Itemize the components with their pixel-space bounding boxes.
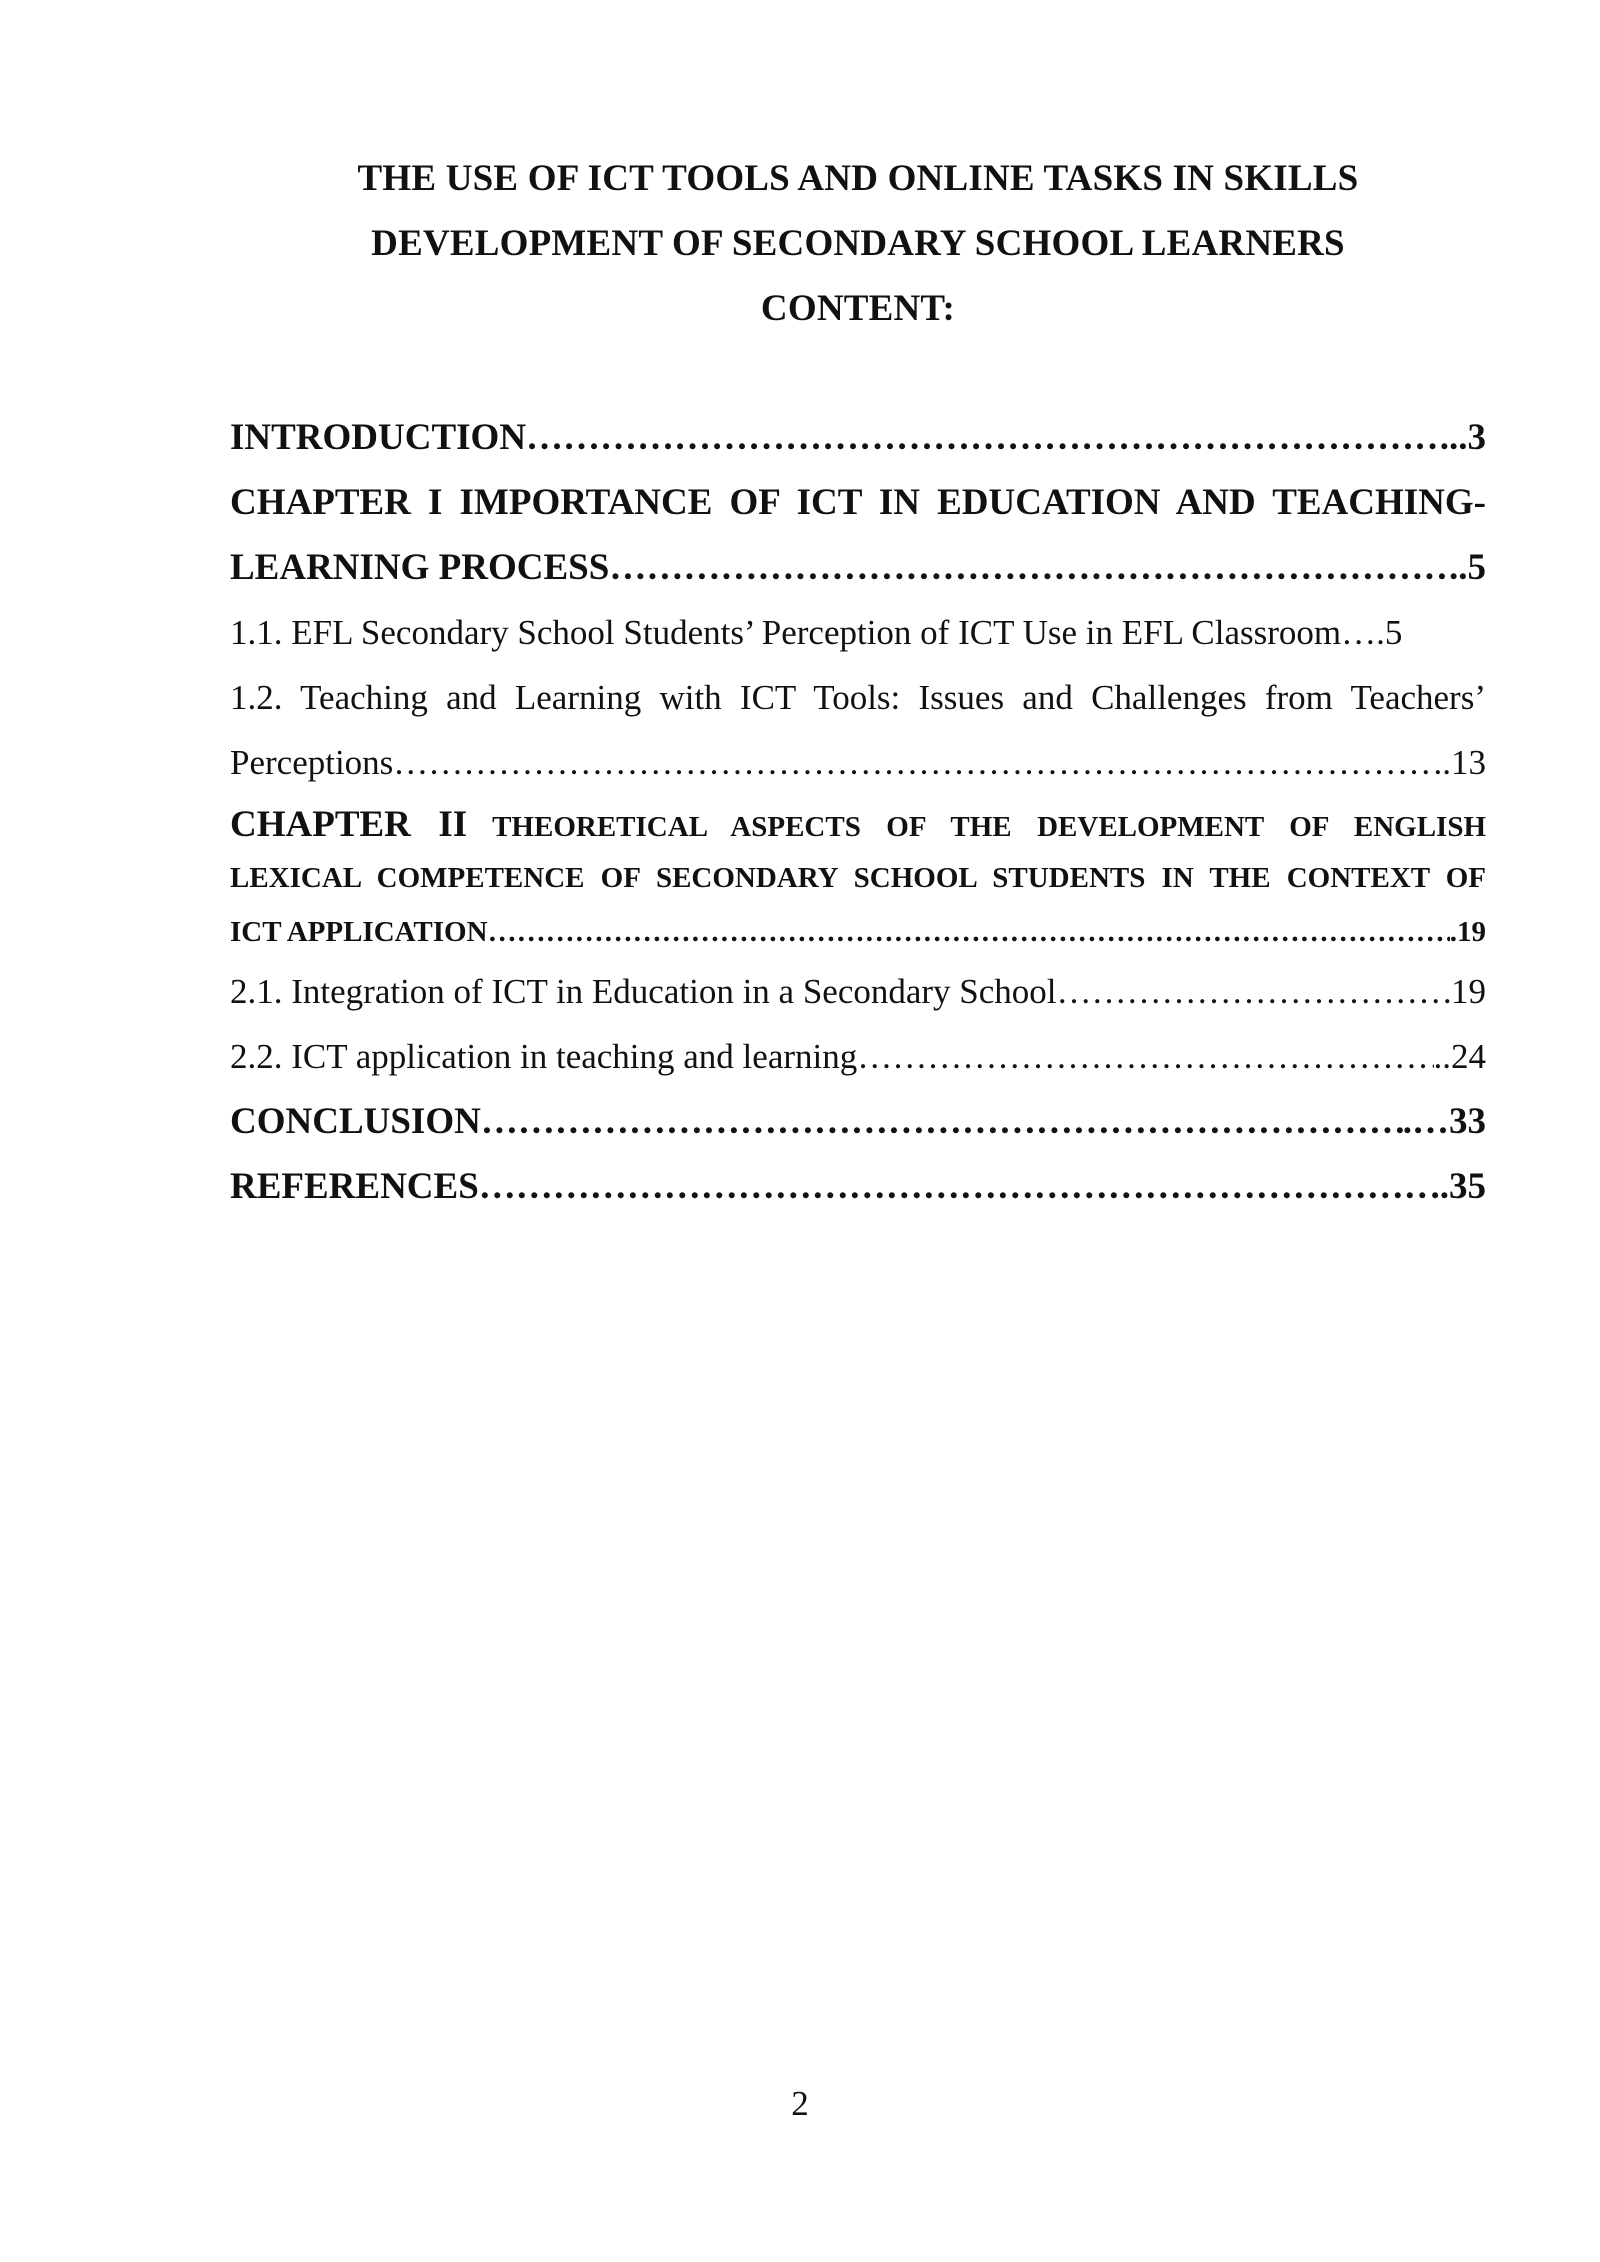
toc-entry-label: REFERENCES [230,1166,479,1207]
toc-leader-dots [393,730,1433,795]
toc-leader-dots [609,535,1449,600]
toc-page-number: ..35 [1430,1166,1486,1207]
toc-entry-chapter-2-line-3 [230,905,1486,959]
toc-entry-introduction [230,405,1486,470]
toc-entry-label: ICT APPLICATION [230,916,488,948]
toc-entry-label: Perceptions [230,743,394,782]
toc-page-number: .…33 [1402,1101,1486,1142]
toc-entry-label: INTRODUCTION [230,417,527,458]
toc-page-number: ..24 [1433,1037,1486,1076]
toc-page-number: .19 [1449,916,1486,948]
toc-page-number: ….5 [1341,613,1403,652]
toc-entry-chapter-1-line-1: CHAPTER I IMPORTANCE OF ICT IN EDUCATION AND TEACHING- [230,482,1486,523]
toc-entry-section-1-2-line-2 [230,730,1486,795]
toc-entry-label: 2.2. ICT application in teaching and learning [230,1037,858,1076]
chapter-2-lead: CHAPTER II [230,804,468,845]
toc-entry-section-1-1 [230,600,1486,665]
toc-entry-section-1-2-line-1: 1.2. Teaching and Learning with ICT Tools: Issues and Challenges from Teachers’ [230,678,1486,717]
toc-entry-label: 2.1. Integration of ICT in Education in a Secondary School [230,972,1057,1011]
toc-page-number: ..13 [1433,743,1486,782]
title-line-1: THE USE OF ICT TOOLS AND ONLINE TASKS IN SKILLS [357,158,1359,199]
toc-leader-dots [481,1089,1403,1154]
toc-entry-chapter-1-line-2 [230,535,1486,600]
toc-entry-chapter-2-line-2: LEXICAL COMPETENCE OF SECONDARY SCHOOL STUDENTS IN THE CONTEXT OF [230,862,1486,894]
title-line-2: DEVELOPMENT OF SECONDARY SCHOOL LEARNERS [371,223,1345,264]
content-heading: CONTENT: [760,288,956,329]
toc-leader-dots [479,1154,1431,1219]
document-title [230,146,1486,341]
toc-entry-label: LEARNING PROCESS [230,547,610,588]
toc-leader-dots [488,905,1450,959]
page-number: 2 [791,2084,809,2123]
chapter-2-title-part-1: THEORETICAL ASPECTS OF THE DEVELOPMENT OF ENGLISH [492,811,1487,843]
toc-leader-dots [526,405,1440,470]
toc-leader-dots [1057,959,1451,1024]
toc-entry-label: 1.1. EFL Secondary School Students’ Perception of ICT Use in EFL Classroom [230,613,1342,652]
toc-entry-conclusion [230,1089,1486,1154]
toc-entry-section-2-2 [230,1024,1486,1089]
toc-page-number: 19 [1451,972,1486,1011]
toc-leader-dots [857,1024,1433,1089]
toc-entry-chapter-2-line-1 [230,795,1486,851]
toc-entry-label: CONCLUSION [230,1101,481,1142]
toc-page-number: ...3 [1439,417,1486,458]
toc-entry-references [230,1154,1486,1219]
toc-page-number: ..5 [1449,547,1486,588]
toc-entry-section-2-1 [230,959,1486,1024]
table-of-contents [230,405,1486,1219]
